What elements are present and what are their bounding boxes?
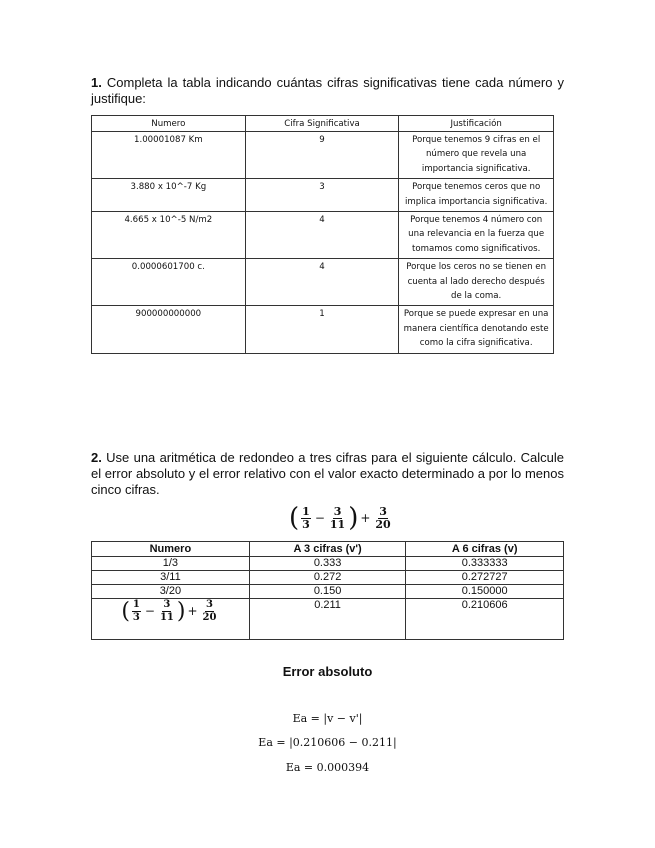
table-header-row: [92, 542, 564, 557]
cell-cifra: 4: [245, 259, 399, 306]
formula-ea-substitution: Ea = |0.210606 − 0.211|: [258, 736, 397, 749]
cell-6-cifras: 0.210606: [406, 599, 564, 640]
plus-sign: +: [360, 511, 371, 525]
close-paren: ): [348, 503, 359, 533]
cell-numero: 3.880 x 10^-7 Kg: [92, 179, 246, 212]
cell-justificacion: Porque se puede expresar en una manera científica denotando este como la cifra significativa.: [399, 306, 554, 353]
cell-justificacion: Porque los ceros no se tienen en cuenta al lado derecho después de la coma.: [399, 259, 554, 306]
table-row: [92, 212, 554, 259]
expression-display: [289, 505, 394, 531]
cell-3-cifras: 0.150: [249, 585, 406, 599]
cell-justificacion: Porque tenemos 4 número con una relevancia en la fuerza que tomamos como significativos.: [399, 212, 554, 259]
header-3-cifras: A 3 cifras (v'): [249, 542, 406, 557]
open-paren: (: [289, 503, 300, 533]
cell-numero: 3/20: [92, 585, 250, 599]
table-row: [92, 599, 564, 640]
question-1-text: [91, 75, 564, 107]
cell-numero: 1/3: [92, 557, 250, 571]
table-row: [92, 132, 554, 179]
cell-6-cifras: 0.333333: [406, 557, 564, 571]
header-6-cifras: A 6 cifras (v): [406, 542, 564, 557]
table-row: [92, 306, 554, 353]
cell-cifra: 1: [245, 306, 399, 353]
cell-3-cifras: 0.211: [249, 599, 406, 640]
minus-sign: −: [314, 511, 325, 525]
table-row: [92, 179, 554, 212]
cell-numero-expression: [92, 599, 250, 640]
question-2-number: 2.: [91, 450, 102, 465]
cell-numero: 1.00001087 Km: [92, 132, 246, 179]
formula-ea-definition: Ea = |v − v'|: [292, 712, 363, 725]
table-header-row: [92, 116, 554, 132]
cell-cifra: 9: [245, 132, 399, 179]
cell-numero: 0.0000601700 c.: [92, 259, 246, 306]
significant-figures-table: [91, 115, 554, 354]
cell-justificacion: Porque tenemos ceros que no implica importancia significativa.: [399, 179, 554, 212]
question-2-statement: Use una aritmética de redondeo a tres cifras para el siguiente cálculo. Calcule el error absoluto y el error relativo con el valor exacto determinado a por lo menos cinco cifras.: [91, 450, 564, 497]
cell-justificacion: Porque tenemos 9 cifras en el número que revela una importancia significativa.: [399, 132, 554, 179]
cell-numero: 900000000000: [92, 306, 246, 353]
header-cifra-significativa: Cifra Significativa: [245, 116, 399, 132]
fraction-1: $\frac{1}{3}$: [302, 504, 310, 531]
cell-numero: 3/11: [92, 571, 250, 585]
table-row: [92, 585, 564, 599]
question-1-number: 1.: [91, 75, 102, 90]
header-numero: Numero: [92, 116, 246, 132]
cell-numero: 4.665 x 10^-5 N/m2: [92, 212, 246, 259]
expression-inline: ( $\frac{1}{3}$ − $\frac{3}{11}$ ) + $\frac{3}{20}$: [121, 598, 217, 624]
rounding-table: [91, 541, 564, 640]
cell-6-cifras: 0.150000: [406, 585, 564, 599]
cell-cifra: 4: [245, 212, 399, 259]
header-numero: Numero: [92, 542, 250, 557]
header-justificacion: Justificación: [399, 116, 554, 132]
formula-ea-result: Ea = 0.000394: [285, 761, 370, 774]
fraction-3: $\frac{3}{20}$: [375, 504, 391, 531]
cell-3-cifras: 0.272: [249, 571, 406, 585]
cell-cifra: 3: [245, 179, 399, 212]
question-1-statement: Completa la tabla indicando cuántas cifras significativas tiene cada número y justifique:: [91, 75, 564, 106]
table-row: [92, 259, 554, 306]
cell-6-cifras: 0.272727: [406, 571, 564, 585]
question-2-text: [91, 450, 564, 498]
table-row: [92, 571, 564, 585]
table-row: [92, 557, 564, 571]
error-absoluto-heading: Error absoluto: [282, 664, 373, 679]
fraction-2: $\frac{3}{11}$: [329, 504, 346, 531]
cell-3-cifras: 0.333: [249, 557, 406, 571]
